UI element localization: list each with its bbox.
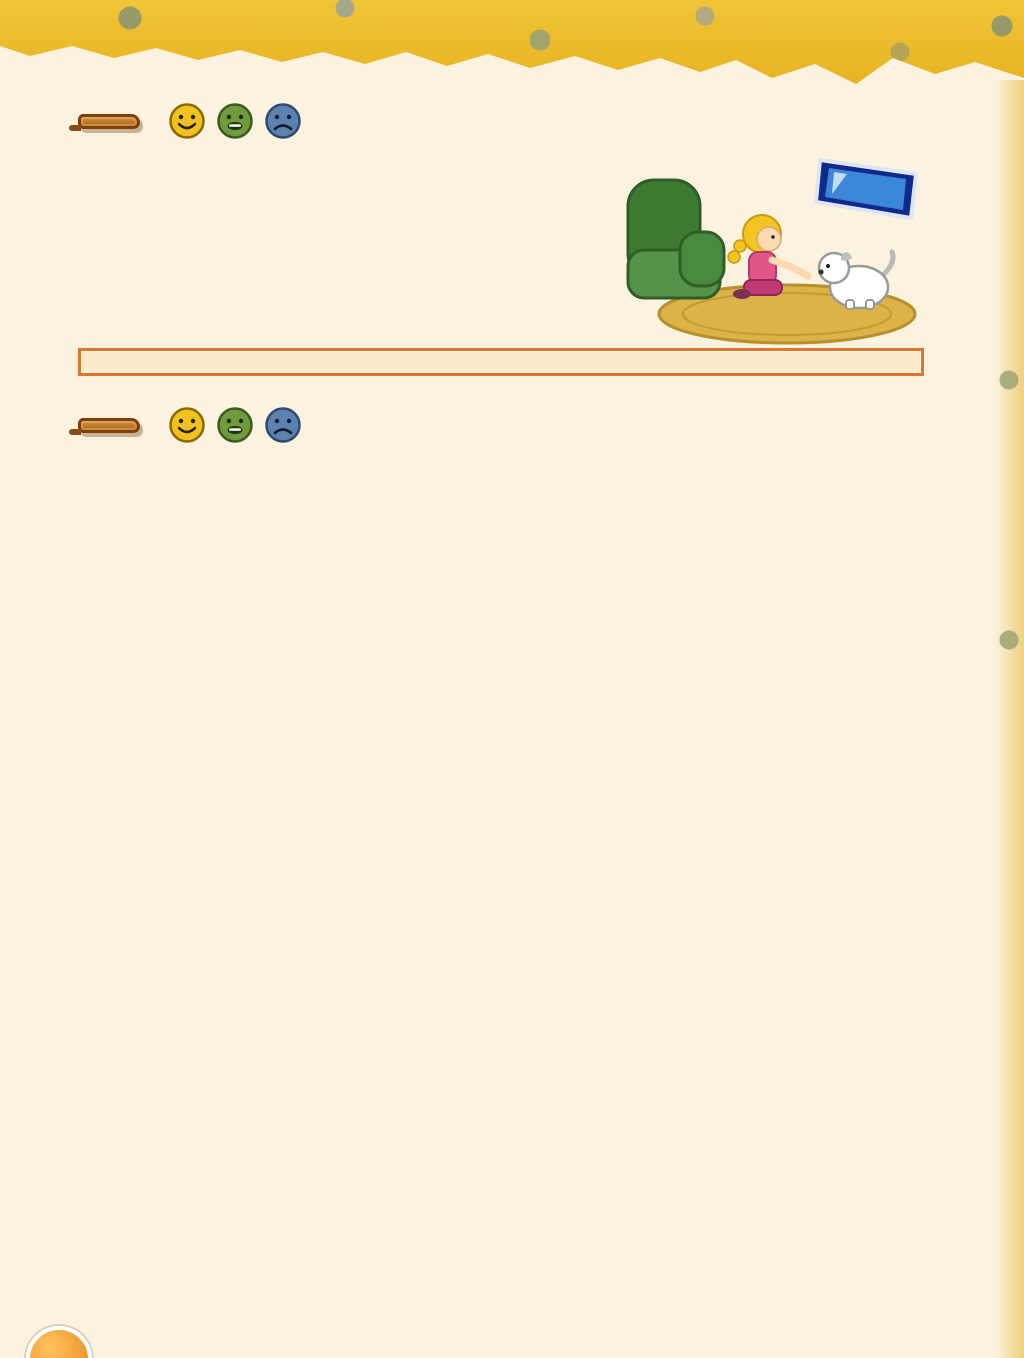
tv-graphic (816, 160, 916, 218)
difficulty-faces (168, 102, 302, 140)
page-number-bubble (26, 1326, 92, 1358)
torn-paper-top-band (0, 0, 1024, 92)
right-decorative-band (994, 80, 1024, 1358)
illustration-girl-with-dog (622, 154, 924, 346)
banner-read-and-choose (78, 114, 140, 129)
section1-header (78, 102, 924, 140)
banner-read-and-do (78, 418, 140, 433)
happy-face-icon (168, 406, 206, 444)
neutral-face-icon (216, 102, 254, 140)
difficulty-faces (168, 406, 302, 444)
neutral-face-icon (216, 406, 254, 444)
sad-face-icon (264, 102, 302, 140)
options-box (78, 348, 924, 376)
page-content (78, 96, 924, 460)
section2-header (78, 406, 924, 444)
armchair-graphic (628, 180, 724, 298)
sad-face-icon (264, 406, 302, 444)
happy-face-icon (168, 102, 206, 140)
